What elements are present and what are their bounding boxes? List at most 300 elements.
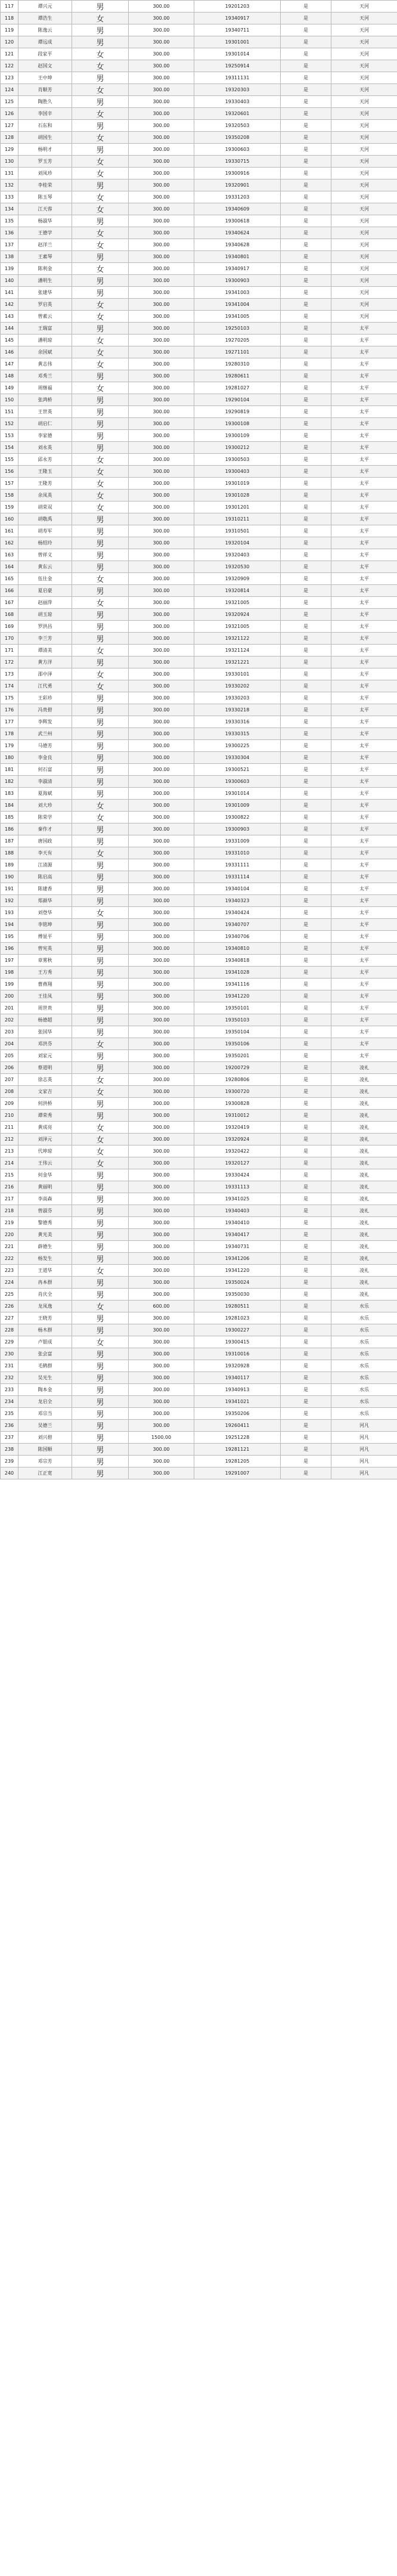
sex-cell: 男 bbox=[72, 1408, 129, 1420]
birth-date-cell: 19280511 bbox=[194, 1301, 281, 1312]
sex-cell: 女 bbox=[72, 668, 129, 680]
amount-cell: 300.00 bbox=[129, 48, 194, 60]
township-cell: 凌礼 bbox=[331, 1086, 397, 1098]
amount-cell: 300.00 bbox=[129, 883, 194, 895]
sex-cell: 男 bbox=[72, 1324, 129, 1336]
status-cell: 是 bbox=[281, 668, 331, 680]
row-number: 126 bbox=[1, 108, 18, 120]
township-cell: 天河 bbox=[331, 168, 397, 179]
township-cell: 天河 bbox=[331, 84, 397, 96]
sex-cell: 男 bbox=[72, 1277, 129, 1289]
township-cell: 天河 bbox=[331, 156, 397, 168]
status-cell: 是 bbox=[281, 561, 331, 573]
name-cell: 李兰芳 bbox=[18, 633, 72, 645]
name-cell: 余凤英 bbox=[18, 490, 72, 501]
row-number: 157 bbox=[1, 478, 18, 490]
amount-cell: 300.00 bbox=[129, 1277, 194, 1289]
birth-date-cell: 19320303 bbox=[194, 84, 281, 96]
row-number: 123 bbox=[1, 72, 18, 84]
status-cell: 是 bbox=[281, 692, 331, 704]
row-number: 165 bbox=[1, 573, 18, 585]
table-row bbox=[1, 1169, 397, 1181]
table-row bbox=[1, 287, 397, 299]
row-number: 178 bbox=[1, 728, 18, 740]
name-cell: 龙凤逸 bbox=[18, 1301, 72, 1312]
table-row bbox=[1, 1253, 397, 1265]
amount-cell: 300.00 bbox=[129, 1241, 194, 1253]
row-number: 132 bbox=[1, 179, 18, 191]
amount-cell: 300.00 bbox=[129, 132, 194, 144]
status-cell: 是 bbox=[281, 227, 331, 239]
birth-date-cell: 19300916 bbox=[194, 168, 281, 179]
township-cell: 太平 bbox=[331, 418, 397, 430]
table-row bbox=[1, 239, 397, 251]
status-cell: 是 bbox=[281, 788, 331, 800]
township-cell: 太平 bbox=[331, 657, 397, 668]
table-row bbox=[1, 1098, 397, 1110]
sex-cell: 男 bbox=[72, 788, 129, 800]
row-number: 206 bbox=[1, 1062, 18, 1074]
row-number: 169 bbox=[1, 621, 18, 633]
table-row bbox=[1, 478, 397, 490]
table-row bbox=[1, 120, 397, 132]
status-cell: 是 bbox=[281, 537, 331, 549]
sex-cell: 男 bbox=[72, 394, 129, 406]
name-cell: 曾宪英 bbox=[18, 943, 72, 955]
name-cell: 何金华 bbox=[18, 1169, 72, 1181]
township-cell: 太平 bbox=[331, 919, 397, 931]
row-number: 149 bbox=[1, 382, 18, 394]
row-number: 199 bbox=[1, 979, 18, 990]
sex-cell: 女 bbox=[72, 382, 129, 394]
township-cell: 太平 bbox=[331, 454, 397, 466]
township-cell: 太平 bbox=[331, 1002, 397, 1014]
sex-cell: 女 bbox=[72, 335, 129, 346]
status-cell: 是 bbox=[281, 1444, 331, 1456]
birth-date-cell: 19280611 bbox=[194, 370, 281, 382]
table-row bbox=[1, 1062, 397, 1074]
birth-date-cell: 19290104 bbox=[194, 394, 281, 406]
status-cell: 是 bbox=[281, 764, 331, 776]
status-cell: 是 bbox=[281, 943, 331, 955]
amount-cell: 300.00 bbox=[129, 144, 194, 156]
table-row bbox=[1, 36, 397, 48]
row-number: 159 bbox=[1, 501, 18, 513]
township-cell: 太平 bbox=[331, 883, 397, 895]
row-number: 201 bbox=[1, 1002, 18, 1014]
township-cell: 天河 bbox=[331, 1, 397, 13]
amount-cell: 300.00 bbox=[129, 549, 194, 561]
amount-cell: 300.00 bbox=[129, 835, 194, 847]
birth-date-cell: 19330101 bbox=[194, 668, 281, 680]
row-number: 186 bbox=[1, 823, 18, 835]
amount-cell: 300.00 bbox=[129, 1265, 194, 1277]
amount-cell: 300.00 bbox=[129, 406, 194, 418]
status-cell: 是 bbox=[281, 1122, 331, 1134]
township-cell: 太平 bbox=[331, 525, 397, 537]
amount-cell: 300.00 bbox=[129, 692, 194, 704]
amount-cell: 300.00 bbox=[129, 788, 194, 800]
row-number: 236 bbox=[1, 1420, 18, 1432]
sex-cell: 男 bbox=[72, 1348, 129, 1360]
amount-cell: 300.00 bbox=[129, 621, 194, 633]
status-cell: 是 bbox=[281, 1086, 331, 1098]
name-cell: 杨德超 bbox=[18, 1014, 72, 1026]
name-cell: 张国华 bbox=[18, 1026, 72, 1038]
township-cell: 水乐 bbox=[331, 1348, 397, 1360]
row-number: 127 bbox=[1, 120, 18, 132]
row-number: 164 bbox=[1, 561, 18, 573]
table-row bbox=[1, 561, 397, 573]
sex-cell: 女 bbox=[72, 478, 129, 490]
status-cell: 是 bbox=[281, 919, 331, 931]
township-cell: 太平 bbox=[331, 609, 397, 621]
name-cell: 谭远成 bbox=[18, 36, 72, 48]
row-number: 134 bbox=[1, 203, 18, 215]
status-cell: 是 bbox=[281, 847, 331, 859]
sex-cell: 男 bbox=[72, 1217, 129, 1229]
amount-cell: 300.00 bbox=[129, 764, 194, 776]
township-cell: 太平 bbox=[331, 585, 397, 597]
table-row bbox=[1, 1038, 397, 1050]
status-cell: 是 bbox=[281, 657, 331, 668]
birth-date-cell: 19341003 bbox=[194, 287, 281, 299]
township-cell: 凌礼 bbox=[331, 1098, 397, 1110]
status-cell: 是 bbox=[281, 251, 331, 263]
table-row bbox=[1, 716, 397, 728]
birth-date-cell: 19350030 bbox=[194, 1289, 281, 1301]
amount-cell: 300.00 bbox=[129, 227, 194, 239]
status-cell: 是 bbox=[281, 1432, 331, 1444]
birth-date-cell: 19301201 bbox=[194, 501, 281, 513]
name-cell: 邓宗当 bbox=[18, 1408, 72, 1420]
sex-cell: 男 bbox=[72, 1193, 129, 1205]
status-cell: 是 bbox=[281, 299, 331, 311]
row-number: 195 bbox=[1, 931, 18, 943]
sex-cell: 女 bbox=[72, 191, 129, 203]
row-number: 205 bbox=[1, 1050, 18, 1062]
row-number: 129 bbox=[1, 144, 18, 156]
name-cell: 傅显平 bbox=[18, 931, 72, 943]
birth-date-cell: 19320924 bbox=[194, 1134, 281, 1145]
birth-date-cell: 19330203 bbox=[194, 692, 281, 704]
table-row bbox=[1, 179, 397, 191]
name-cell: 马德芳 bbox=[18, 740, 72, 752]
sex-cell: 男 bbox=[72, 585, 129, 597]
status-cell: 是 bbox=[281, 859, 331, 871]
name-cell: 王晓芳 bbox=[18, 1312, 72, 1324]
row-number: 158 bbox=[1, 490, 18, 501]
sex-cell: 男 bbox=[72, 895, 129, 907]
name-cell: 李桂荣 bbox=[18, 179, 72, 191]
township-cell: 凌礼 bbox=[331, 1122, 397, 1134]
birth-date-cell: 19330218 bbox=[194, 704, 281, 716]
name-cell: 李铭坤 bbox=[18, 919, 72, 931]
amount-cell: 300.00 bbox=[129, 1324, 194, 1336]
township-cell: 天河 bbox=[331, 191, 397, 203]
amount-cell: 300.00 bbox=[129, 335, 194, 346]
township-cell: 太平 bbox=[331, 979, 397, 990]
status-cell: 是 bbox=[281, 573, 331, 585]
township-cell: 凌礼 bbox=[331, 1134, 397, 1145]
birth-date-cell: 19350103 bbox=[194, 1014, 281, 1026]
birth-date-cell: 19300720 bbox=[194, 1086, 281, 1098]
name-cell: 冯贵碧 bbox=[18, 704, 72, 716]
status-cell: 是 bbox=[281, 1253, 331, 1265]
table-row bbox=[1, 466, 397, 478]
amount-cell: 300.00 bbox=[129, 1181, 194, 1193]
name-cell: 杨淑华 bbox=[18, 215, 72, 227]
status-cell: 是 bbox=[281, 549, 331, 561]
township-cell: 天河 bbox=[331, 203, 397, 215]
sex-cell: 女 bbox=[72, 108, 129, 120]
sex-cell: 男 bbox=[72, 740, 129, 752]
amount-cell: 300.00 bbox=[129, 657, 194, 668]
name-cell: 张建华 bbox=[18, 287, 72, 299]
birth-date-cell: 19310016 bbox=[194, 1348, 281, 1360]
amount-cell: 300.00 bbox=[129, 1074, 194, 1086]
birth-date-cell: 19341206 bbox=[194, 1253, 281, 1265]
birth-date-cell: 19300503 bbox=[194, 454, 281, 466]
row-number: 226 bbox=[1, 1301, 18, 1312]
name-cell: 罗玉芳 bbox=[18, 156, 72, 168]
sex-cell: 男 bbox=[72, 835, 129, 847]
status-cell: 是 bbox=[281, 418, 331, 430]
birth-date-cell: 19350106 bbox=[194, 1038, 281, 1050]
name-cell: 陈建香 bbox=[18, 883, 72, 895]
township-cell: 河凡 bbox=[331, 1467, 397, 1479]
status-cell: 是 bbox=[281, 1193, 331, 1205]
sex-cell: 男 bbox=[72, 979, 129, 990]
township-cell: 河凡 bbox=[331, 1420, 397, 1432]
birth-date-cell: 19340609 bbox=[194, 203, 281, 215]
row-number: 240 bbox=[1, 1467, 18, 1479]
row-number: 144 bbox=[1, 323, 18, 335]
table-row bbox=[1, 1348, 397, 1360]
row-number: 142 bbox=[1, 299, 18, 311]
township-cell: 太平 bbox=[331, 490, 397, 501]
table-row bbox=[1, 800, 397, 812]
table-row bbox=[1, 418, 397, 430]
sex-cell: 女 bbox=[72, 132, 129, 144]
name-cell: 王中坤 bbox=[18, 72, 72, 84]
amount-cell: 300.00 bbox=[129, 72, 194, 84]
status-cell: 是 bbox=[281, 156, 331, 168]
row-number: 200 bbox=[1, 990, 18, 1002]
birth-date-cell: 19251228 bbox=[194, 1432, 281, 1444]
township-cell: 凌礼 bbox=[331, 1265, 397, 1277]
status-cell: 是 bbox=[281, 1217, 331, 1229]
birth-date-cell: 19300903 bbox=[194, 823, 281, 835]
name-cell: 余国斌 bbox=[18, 346, 72, 358]
row-number: 221 bbox=[1, 1241, 18, 1253]
row-number: 194 bbox=[1, 919, 18, 931]
name-cell: 夏启豪 bbox=[18, 585, 72, 597]
table-row bbox=[1, 1134, 397, 1145]
amount-cell: 300.00 bbox=[129, 1002, 194, 1014]
amount-cell: 300.00 bbox=[129, 907, 194, 919]
amount-cell: 300.00 bbox=[129, 501, 194, 513]
status-cell: 是 bbox=[281, 48, 331, 60]
status-cell: 是 bbox=[281, 406, 331, 418]
status-cell: 是 bbox=[281, 1277, 331, 1289]
township-cell: 天河 bbox=[331, 275, 397, 287]
birth-date-cell: 19310501 bbox=[194, 525, 281, 537]
status-cell: 是 bbox=[281, 883, 331, 895]
row-number: 135 bbox=[1, 215, 18, 227]
table-row bbox=[1, 430, 397, 442]
table-row bbox=[1, 96, 397, 108]
table-row bbox=[1, 382, 397, 394]
sex-cell: 男 bbox=[72, 1002, 129, 1014]
amount-cell: 300.00 bbox=[129, 633, 194, 645]
township-cell: 太平 bbox=[331, 501, 397, 513]
table-row bbox=[1, 823, 397, 835]
sex-cell: 男 bbox=[72, 1360, 129, 1372]
status-cell: 是 bbox=[281, 716, 331, 728]
status-cell: 是 bbox=[281, 501, 331, 513]
birth-date-cell: 19320127 bbox=[194, 1157, 281, 1169]
status-cell: 是 bbox=[281, 1110, 331, 1122]
status-cell: 是 bbox=[281, 179, 331, 191]
status-cell: 是 bbox=[281, 1301, 331, 1312]
township-cell: 太平 bbox=[331, 764, 397, 776]
township-cell: 太平 bbox=[331, 692, 397, 704]
row-number: 150 bbox=[1, 394, 18, 406]
township-cell: 太平 bbox=[331, 812, 397, 823]
amount-cell: 300.00 bbox=[129, 680, 194, 692]
name-cell: 石东和 bbox=[18, 120, 72, 132]
birth-date-cell: 19201203 bbox=[194, 1, 281, 13]
status-cell: 是 bbox=[281, 1050, 331, 1062]
township-cell: 凌礼 bbox=[331, 1062, 397, 1074]
amount-cell: 300.00 bbox=[129, 1014, 194, 1026]
birth-date-cell: 19340403 bbox=[194, 1205, 281, 1217]
table-row bbox=[1, 645, 397, 657]
birth-date-cell: 19300603 bbox=[194, 144, 281, 156]
township-cell: 河凡 bbox=[331, 1444, 397, 1456]
table-row bbox=[1, 13, 397, 24]
table-row bbox=[1, 525, 397, 537]
birth-date-cell: 19320419 bbox=[194, 1122, 281, 1134]
table-row bbox=[1, 490, 397, 501]
sex-cell: 男 bbox=[72, 776, 129, 788]
row-number: 197 bbox=[1, 955, 18, 967]
township-cell: 凌礼 bbox=[331, 1229, 397, 1241]
birth-date-cell: 19340818 bbox=[194, 955, 281, 967]
table-row bbox=[1, 680, 397, 692]
name-cell: 刘家元 bbox=[18, 1050, 72, 1062]
name-cell: 段家平 bbox=[18, 48, 72, 60]
table-row bbox=[1, 156, 397, 168]
name-cell: 潘明生 bbox=[18, 275, 72, 287]
status-cell: 是 bbox=[281, 633, 331, 645]
status-cell: 是 bbox=[281, 382, 331, 394]
name-cell: 黄志伟 bbox=[18, 358, 72, 370]
township-cell: 凌礼 bbox=[331, 1253, 397, 1265]
amount-cell: 300.00 bbox=[129, 525, 194, 537]
sex-cell: 女 bbox=[72, 501, 129, 513]
birth-date-cell: 19331111 bbox=[194, 859, 281, 871]
row-number: 223 bbox=[1, 1265, 18, 1277]
township-cell: 凌礼 bbox=[331, 1145, 397, 1157]
table-row bbox=[1, 108, 397, 120]
birth-date-cell: 19301009 bbox=[194, 800, 281, 812]
status-cell: 是 bbox=[281, 907, 331, 919]
sex-cell: 男 bbox=[72, 1205, 129, 1217]
status-cell: 是 bbox=[281, 478, 331, 490]
status-cell: 是 bbox=[281, 263, 331, 275]
birth-date-cell: 19300521 bbox=[194, 764, 281, 776]
sex-cell: 男 bbox=[72, 752, 129, 764]
birth-date-cell: 19340624 bbox=[194, 227, 281, 239]
name-cell: 周世贵 bbox=[18, 1002, 72, 1014]
birth-date-cell: 19300415 bbox=[194, 1336, 281, 1348]
name-cell: 刘大珍 bbox=[18, 800, 72, 812]
name-cell: 杨明才 bbox=[18, 144, 72, 156]
township-cell: 太平 bbox=[331, 466, 397, 478]
sex-cell: 女 bbox=[72, 466, 129, 478]
sex-cell: 男 bbox=[72, 179, 129, 191]
table-row bbox=[1, 191, 397, 203]
sex-cell: 男 bbox=[72, 120, 129, 132]
township-cell: 天河 bbox=[331, 215, 397, 227]
sex-cell: 女 bbox=[72, 1086, 129, 1098]
row-number: 136 bbox=[1, 227, 18, 239]
sex-cell: 男 bbox=[72, 704, 129, 716]
birth-date-cell: 19290819 bbox=[194, 406, 281, 418]
table-row bbox=[1, 168, 397, 179]
township-cell: 太平 bbox=[331, 573, 397, 585]
row-number: 187 bbox=[1, 835, 18, 847]
status-cell: 是 bbox=[281, 323, 331, 335]
sex-cell: 男 bbox=[72, 144, 129, 156]
name-cell: 秦作才 bbox=[18, 823, 72, 835]
township-cell: 凌礼 bbox=[331, 1181, 397, 1193]
amount-cell: 300.00 bbox=[129, 263, 194, 275]
sex-cell: 男 bbox=[72, 36, 129, 48]
township-cell: 天河 bbox=[331, 239, 397, 251]
amount-cell: 300.00 bbox=[129, 239, 194, 251]
sex-cell: 男 bbox=[72, 919, 129, 931]
township-cell: 水乐 bbox=[331, 1360, 397, 1372]
sex-cell: 男 bbox=[72, 716, 129, 728]
name-cell: 刘兴碧 bbox=[18, 1432, 72, 1444]
amount-cell: 300.00 bbox=[129, 1336, 194, 1348]
table-row bbox=[1, 1420, 397, 1432]
row-number: 172 bbox=[1, 657, 18, 668]
row-number: 128 bbox=[1, 132, 18, 144]
name-cell: 何石富 bbox=[18, 764, 72, 776]
table-row bbox=[1, 203, 397, 215]
birth-date-cell: 19301014 bbox=[194, 48, 281, 60]
birth-date-cell: 19350024 bbox=[194, 1277, 281, 1289]
amount-cell: 300.00 bbox=[129, 645, 194, 657]
row-number: 131 bbox=[1, 168, 18, 179]
row-number: 179 bbox=[1, 740, 18, 752]
sex-cell: 女 bbox=[72, 812, 129, 823]
table-row bbox=[1, 1157, 397, 1169]
sex-cell: 男 bbox=[72, 537, 129, 549]
township-cell: 太平 bbox=[331, 931, 397, 943]
table-row bbox=[1, 812, 397, 823]
row-number: 140 bbox=[1, 275, 18, 287]
table-row bbox=[1, 1336, 397, 1348]
amount-cell: 300.00 bbox=[129, 513, 194, 525]
township-cell: 天河 bbox=[331, 60, 397, 72]
birth-date-cell: 19200729 bbox=[194, 1062, 281, 1074]
row-number: 176 bbox=[1, 704, 18, 716]
